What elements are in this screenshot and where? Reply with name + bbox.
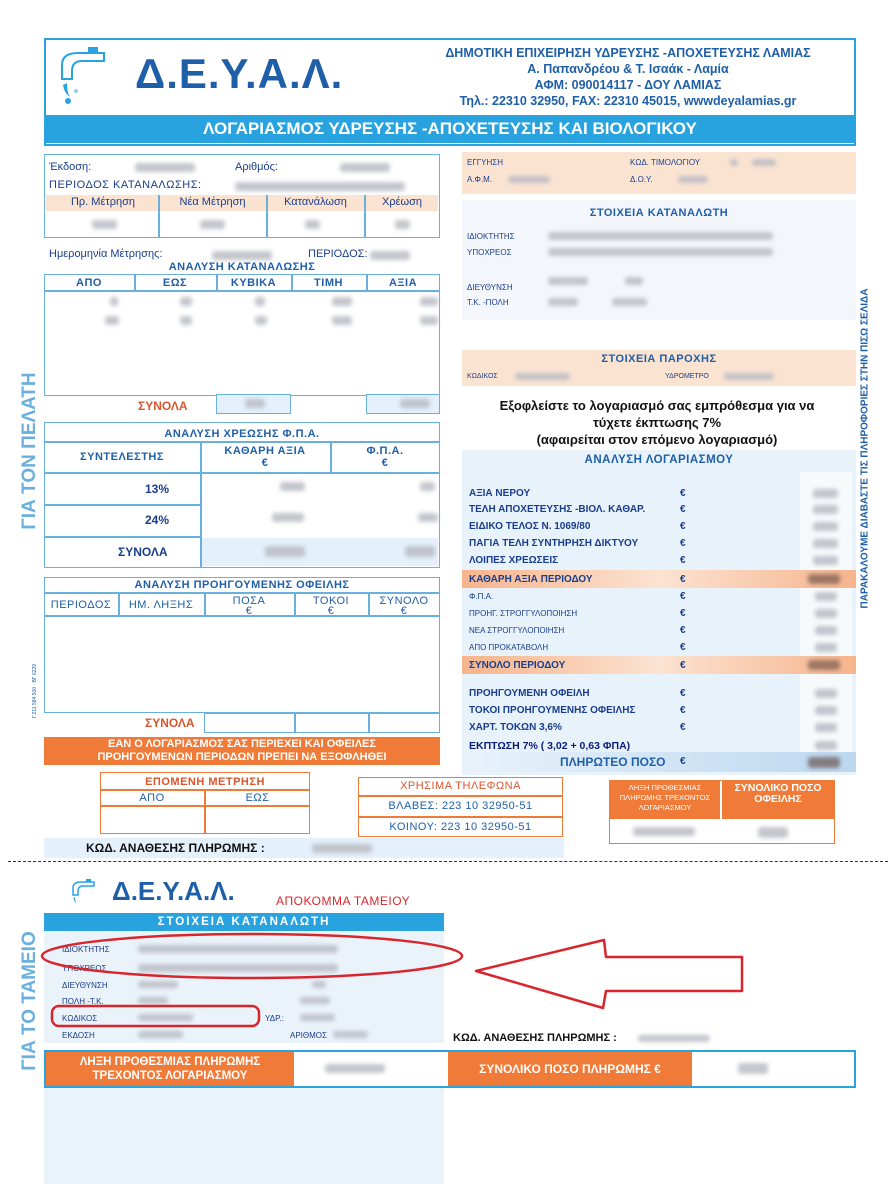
prev-row: ΧΑΡΤ. ΤΟΚΩΝ 3,6% — [469, 722, 562, 733]
debt-col-interest: ΤΟΚΟΙ — [312, 595, 350, 607]
discount-note-1: Εξοφλείστε το λογαριασμό σας εμπρόθεσμα για να — [499, 398, 815, 413]
stub-total-value — [738, 1063, 768, 1074]
faucet-logo-icon — [52, 45, 132, 107]
debt-total-label: ΣΥΝΟΛΑ — [145, 716, 195, 730]
vat-col-net-euro: € — [261, 457, 269, 469]
stub-logo: Δ.Ε.Υ.Α.Λ. — [112, 876, 235, 906]
debt-col-amount: ΠΟΣΑ — [232, 595, 266, 607]
discount-note-2: τύχετε έκπτωσης 7% — [592, 415, 722, 430]
account-row: ΠΑΓΙΑ ΤΕΛΗ ΣΥΝΤΗΡΗΣΗ ΔΙΚΤΥΟΥ — [469, 538, 639, 549]
company-contact: Τηλ.: 22310 32950, FAX: 22310 45015, wwwdeyalamias.gr — [459, 94, 797, 108]
account-small-row: ΠΡΟΗΓ. ΣΤΡΟΓΓΥΛΟΠΟΙΗΣΗ — [469, 609, 578, 618]
vat-total-label: ΣΥΝΟΛΑ — [118, 545, 168, 559]
issue-date-value — [135, 163, 195, 172]
account-small-row: Φ.Π.Α. — [469, 592, 494, 601]
consumption-cell — [420, 316, 438, 325]
side-small-code: Γ.211 584 500 · ΒΓ 6229 — [32, 663, 38, 718]
issue-row-value — [92, 220, 117, 229]
euro-sign: € — [680, 538, 686, 549]
stub-faucet-icon — [68, 878, 108, 910]
due-label: ΛΗΞΗ ΠΡΟΘΕΣΜΙΑΣ ΠΛΗΡΩΜΗΣ ΤΡΕΧΟΝΤΟΣ ΛΟΓΑΡΙΑΣΜΟΥ — [610, 781, 720, 819]
account-row: ΛΟΙΠΕΣ ΧΡΕΩΣΕΙΣ — [469, 555, 559, 566]
issue-col-charge: Χρέωση — [382, 196, 422, 208]
side-label-cashier: ΓΙΑ ΤΟ ΤΑΜΕΙΟ — [19, 931, 40, 1071]
company-address: Α. Παπανδρέου & Τ. Ισαάκ - Λαμία — [527, 62, 729, 76]
consumer-city: Τ.Κ. -ΠΟΛΗ — [467, 298, 509, 307]
stub-issue: ΕΚΔΟΣΗ — [62, 1031, 95, 1040]
consumption-col-cubic: ΚΥΒΙΚΑ — [230, 277, 277, 289]
debt-col-total: ΣΥΝΟΛΟ — [379, 595, 429, 607]
debt-total-cells — [204, 713, 440, 733]
consumption-col-from: ΑΠΟ — [76, 277, 102, 289]
debt-col-expiry: ΗΜ. ΛΗΞΗΣ — [128, 599, 194, 611]
debt-warning: ΕΑΝ Ο ΛΟΓΑΡΙΑΣΜΟΣ ΣΑΣ ΠΕΡΙΕΧΕΙ ΚΑΙ ΟΦΕΙΛΕΣ ΠΡΟΗΓΟΥΜΕΝΩΝ ΠΕΡΙΟΔΩΝ ΠΡΕΠΕΙ ΝΑ ΕΞΟΦΛΗΘΕΙ ΑΜΕΣΑ — [44, 737, 440, 765]
consumer-owner: ΙΔΙΟΚΤΗΤΗΣ — [467, 232, 515, 241]
payable-label: ΠΛΗΡΩΤΕΟ ΠΟΣΟ — [560, 755, 666, 769]
issue-col-new: Νέα Μέτρηση — [179, 196, 246, 208]
net-period-label: ΚΑΘΑΡΗ ΑΞΙΑ ΠΕΡΙΟΔΟΥ — [469, 574, 593, 585]
stub-number: ΑΡΙΘΜΟΣ — [290, 1031, 327, 1040]
stub-code: ΚΩΔΙΚΟΣ — [62, 1014, 98, 1023]
vat-rate-24: 24% — [145, 513, 170, 527]
guarantee-label: ΕΓΓΥΗΣΗ — [467, 158, 503, 167]
red-arrow-icon — [476, 940, 742, 1008]
period-value — [235, 182, 405, 191]
stub-lower-panel — [44, 1088, 444, 1184]
phone-faults: ΒΛΑΒΕΣ: 223 10 32950-51 — [388, 800, 533, 812]
side-label-customer: ΓΙΑ ΤΟΝ ΠΕΛΑΤΗ — [19, 372, 40, 530]
logo-text: Δ.Ε.Υ.Α.Λ. — [135, 50, 344, 97]
issue-col-prev: Πρ. Μέτρηση — [70, 196, 135, 208]
consumption-cell — [255, 297, 265, 306]
account-title: ΑΝΑΛΥΣΗ ΛΟΓΑΡΙΑΣΜΟΥ — [584, 454, 734, 466]
doy-label: Δ.Ο.Υ. — [630, 175, 653, 184]
consumption-col-to: ΕΩΣ — [162, 277, 188, 289]
prev-row: ΠΡΟΗΓΟΥΜΕΝΗ ΟΦΕΙΛΗ — [469, 688, 590, 699]
account-row: ΕΙΔΙΚΟ ΤΕΛΟΣ Ν. 1069/80 — [469, 521, 591, 532]
stub-address: ΔΙΕΥΘΥΝΣΗ — [62, 981, 108, 990]
stub-total-label: ΣΥΝΟΛΙΚΟ ΠΟΣΟ ΠΛΗΡΩΜΗΣ € — [448, 1052, 692, 1086]
consumption-box — [44, 274, 440, 396]
issue-row-value — [395, 220, 410, 229]
tariff-label: ΚΩΔ. ΤΙΜΟΛΟΓΙΟΥ — [630, 158, 701, 167]
discount-note-3: (αφαιρείται στον επόμενο λογαριασμό) — [536, 432, 778, 447]
discount-line: ΕΚΠΤΩΣΗ 7% ( 3,02 + 0,63 ΦΠΑ) — [469, 740, 631, 752]
debt-col-interest-euro: € — [327, 605, 335, 617]
consumer-debtor: ΥΠΟΧΡΕΟΣ — [467, 248, 512, 257]
previous-debt-title: ΑΝΑΛΥΣΗ ΠΡΟΗΓΟΥΜΕΝΗΣ ΟΦΕΙΛΗΣ — [134, 579, 350, 591]
stub-due-value — [325, 1064, 385, 1073]
vat-title: ΑΝΑΛΥΣΗ ΧΡΕΩΣΗΣ Φ.Π.Α. — [164, 428, 320, 440]
payment-code-value — [312, 844, 372, 853]
period-short-value — [370, 251, 410, 260]
consumer-address: ΔΙΕΥΘΥΝΣΗ — [467, 283, 513, 292]
afm-label: Α.Φ.Μ. — [467, 175, 493, 184]
due-amount-value — [758, 827, 788, 838]
measure-date-value — [212, 251, 272, 260]
account-small-row: ΝΕΑ ΣΤΡΟΓΓΥΛΟΠΟΙΗΣΗ — [469, 626, 565, 635]
euro-sign: € — [680, 521, 686, 532]
issue-col-consumption: Κατανάλωση — [284, 196, 347, 208]
period-label: ΠΕΡΙΟΔΟΣ ΚΑΤΑΝΑΛΩΣΗΣ: — [49, 179, 202, 191]
consumption-cell — [332, 316, 352, 325]
issue-row-value — [200, 220, 225, 229]
prev-row: ΤΟΚΟΙ ΠΡΟΗΓΟΥΜΕΝΗΣ ΟΦΕΙΛΗΣ — [469, 705, 636, 716]
consumption-cell — [180, 297, 192, 306]
phones-title: ΧΡΗΣΙΜΑ ΤΗΛΕΦΩΝΑ — [400, 780, 521, 792]
stub-consumer-title: ΣΤΟΙΧΕΙΑ ΚΑΤΑΝΑΛΩΤΗ — [44, 913, 444, 931]
number-label: Αριθμός: — [235, 161, 278, 173]
stub-payment-code-value — [638, 1035, 710, 1042]
account-row: ΤΕΛΗ ΑΠΟΧΕΤΕΥΣΗΣ -ΒΙΟΛ. ΚΑΘΑΡ. — [469, 504, 646, 515]
consumer-title: ΣΤΟΙΧΕΙΑ ΚΑΤΑΝΑΛΩΤΗ — [589, 207, 729, 219]
cut-line — [8, 861, 888, 862]
vat-col-rate: ΣΥΝΤΕΛΕΣΤΗΣ — [80, 451, 164, 463]
next-measure-title: ΕΠΟΜΕΝΗ ΜΕΤΡΗΣΗ — [145, 776, 265, 788]
number-value — [340, 163, 390, 172]
stub-title: ΑΠΟΚΟΜΜΑ ΤΑΜΕΙΟΥ — [276, 894, 411, 908]
consumption-title: ΑΝΑΛΥΣΗ ΚΑΤΑΝΑΛΩΣΗΣ — [168, 261, 316, 273]
debt-col-total-euro: € — [400, 605, 408, 617]
consumption-cell — [255, 316, 267, 325]
vat-col-vat: Φ.Π.Α. — [366, 445, 404, 457]
supply-title: ΣΤΟΙΧΕΙΑ ΠΑΡΟΧΗΣ — [601, 353, 717, 365]
issue-label: Έκδοση: — [49, 161, 92, 173]
debt-col-period: ΠΕΡΙΟΔΟΣ — [50, 599, 112, 611]
stub-due-label: ΛΗΞΗ ΠΡΟΘΕΣΜΙΑΣ ΠΛΗΡΩΜΗΣ ΤΡΕΧΟΝΤΟΣ ΛΟΓΑΡΙΑΣΜΟΥ — [46, 1052, 294, 1086]
euro-sign: € — [680, 504, 686, 515]
stub-city: ΠΟΛΗ -Τ.Κ. — [62, 997, 104, 1006]
company-name: ΔΗΜΟΤΙΚΗ ΕΠΙΧΕΙΡΗΣΗ ΥΔΡΕΥΣΗΣ -ΑΠΟΧΕΤΕΥΣΗΣ ΛΑΜΙΑΣ — [445, 46, 811, 60]
company-afm: ΑΦΜ: 090014117 - ΔΟΥ ΛΑΜΙΑΣ — [534, 78, 722, 92]
euro-sign: € — [680, 555, 686, 566]
vat-rate-13: 13% — [145, 482, 170, 496]
stub-debtor: ΥΠΟΧΡΕΟΣ — [62, 964, 107, 973]
phone-public: ΚΟΙΝΟΥ: 223 10 32950-51 — [389, 821, 532, 833]
stub-payment-code-label: ΚΩΔ. ΑΝΑΘΕΣΗΣ ΠΛΗΡΩΜΗΣ : — [453, 1032, 617, 1044]
account-small-row: ΑΠΟ ΠΡΟΚΑΤΑΒΟΛΗ — [469, 643, 549, 652]
consumption-cell — [110, 297, 118, 306]
right-side-note: ΠΑΡΑΚΑΛΟΥΜΕ ΔΙΑΒΑΣΤΕ ΤΙΣ ΠΛΗΡΟΦΟΡΙΕΣ ΣΤΗΝ ΠΙΣΩ ΣΕΛΙΔΑ — [859, 288, 871, 609]
consumption-col-value: ΑΞΙΑ — [388, 277, 418, 289]
consumption-cell — [332, 297, 352, 306]
payment-code-label: ΚΩΔ. ΑΝΑΘΕΣΗΣ ΠΛΗΡΩΜΗΣ : — [86, 841, 265, 855]
euro-sign: € — [680, 488, 686, 499]
supply-code: ΚΩΔΙΚΟΣ — [467, 373, 498, 380]
period-short-label: ΠΕΡΙΟΔΟΣ: — [308, 248, 368, 260]
supply-meter: ΥΔΡΟΜΕΤΡΟ — [665, 373, 709, 380]
consumption-col-price: ΤΙΜΗ — [314, 277, 343, 289]
vat-total-row — [202, 538, 438, 566]
issue-row-value — [305, 220, 320, 229]
consumption-cell — [180, 316, 192, 325]
next-measure-from: ΑΠΟ — [139, 792, 165, 804]
stub-meter: ΥΔΡ.: — [265, 1014, 284, 1023]
vat-col-vat-euro: € — [381, 457, 389, 469]
consumption-cell — [420, 297, 438, 306]
period-total-label: ΣΥΝΟΛΟ ΠΕΡΙΟΔΟΥ — [469, 660, 566, 671]
stub-owner: ΙΔΙΟΚΤΗΤΗΣ — [62, 945, 110, 954]
consumption-total-label: ΣΥΝΟΛΑ — [138, 399, 188, 413]
measure-date-label: Ημερομηνία Μέτρησης: — [49, 248, 163, 260]
vat-col-net: ΚΑΘΑΡΗ ΑΞΙΑ — [224, 445, 306, 457]
account-row: ΑΞΙΑ ΝΕΡΟΥ — [469, 488, 531, 499]
consumption-cell — [105, 316, 119, 325]
due-date-value — [633, 827, 695, 836]
due-total-label: ΣΥΝΟΛΙΚΟ ΠΟΣΟ ΟΦΕΙΛΗΣ — [722, 781, 834, 819]
title-banner: ΛΟΓΑΡΙΑΣΜΟΣ ΥΔΡΕΥΣΗΣ -ΑΠΟΧΕΤΕΥΣΗΣ ΚΑΙ ΒΙΟΛΟΓΙΚΟΥ — [44, 115, 856, 143]
next-measure-to: ΕΩΣ — [245, 792, 270, 804]
debt-col-amount-euro: € — [245, 605, 253, 617]
